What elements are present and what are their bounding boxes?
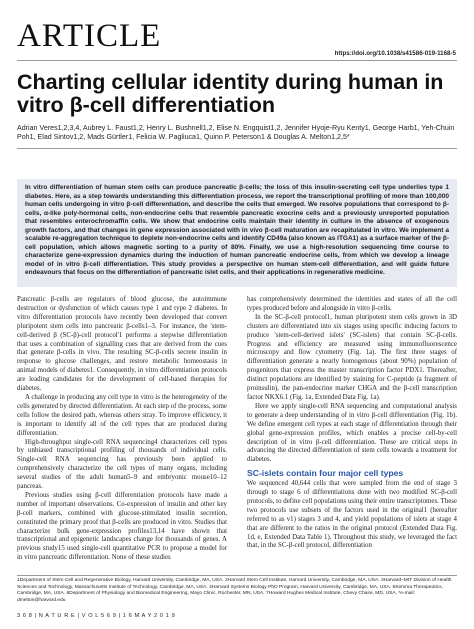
body-paragraph: Here we apply single-cell RNA sequencing and computational analysis to generate a deep understanding of in vitro β-cell differentiation (Fig. 1b). We define emergent cell types at each stage of differentiation through their global gene-expression profiles, which enables a precise cell-by-cell description of in vitro β-cell differentiation. These are critical steps in advancing the directed differentiation of stem cells towards a treatment for diabetes. <box>247 402 457 464</box>
body-paragraph: Previous studies using β-cell differentiation protocols have made a number of important observations. Co-expression of insulin and other key β-cell markers, combined with glucose-stimulated insulin secretion, constituted the primary proof that β-cells are produced in vitro. Studies that characterize bulk gene-expression profiles13,14 have shown that transcriptional and epigenetic landscapes change for thousands of genes. A previous study15 used single-cell quantitative PCR to propose a model for in vitro pancreatic differentiation. None of these studies <box>17 491 227 562</box>
author-divider <box>17 148 457 149</box>
section-heading: SC-islets contain four major cell types <box>247 468 404 479</box>
footnote-divider <box>17 575 457 576</box>
header-divider <box>17 60 457 61</box>
body-paragraph: We sequenced 40,644 cells that were sampled from the end of stage 3 through to stage 6 of differentiations done with two modified SC-β-cell protocols, to define cell populations using their entire transcriptomes. These two protocols use subsets of the factors used in the original1 (hereafter referred to as v1) stages 3 and 4, and yield populations of islets at stage 4 that are different to the ratios in the original protocol (Extended Data Fig. 1d, e, Extended Data Table 1). Throughout this study, we leveraged the fact that, in the SC-β-cell protocol, differentiation <box>247 480 457 550</box>
page-footer: 3 6 8 | N A T U R E | V O L 5 6 9 | 1 6 M A Y 2 0 1 9 <box>17 613 176 619</box>
body-paragraph: High-throughput single-cell RNA sequencing4 characterizes cell types by unbiased transcriptional profiling of thousands of individual cells. Single-cell RNA sequencing has previously been applied to comprehensively characterize the cell types of many organs, including several studies of the adult human5–9 and embryonic mouse10–12 pancreas. <box>17 438 227 491</box>
body-column-left <box>17 296 227 563</box>
body-paragraph: A challenge in producing any cell type in vitro is the heterogeneity of the cells generated by directed differentiation. At each step of the process, some cells follow the desired path, whereas others stray. To improve efficiency, it is important to identify all of the cell types that are produced during differentiation. <box>17 393 227 437</box>
body-paragraph: In the SC-β-cell protocol1, human pluripotent stem cells grown in 3D clusters are differentiated into six stages using specific inducing factors to produce 'stem-cell-derived islets' (SC-islets) that contain SC-β-cells. Progress and efficiency are measured using immunofluorescence microscopy and flow cytometry (Fig. 1a). The first three stages of differentiation generate a nearly homogenous (about 90%) population of progenitors that express the master transcription factor PDX1. Thereafter, distinct populations are identified by staining for C-peptide (a fragment of proinsulin), the pan-endocrine marker CHGA and the β-cell transcription factor NKX6.1 (Fig. 1a, Extended Data Fig. 1a). <box>247 313 457 401</box>
journal-header <box>0 0 474 60</box>
doi-link[interactable]: https://doi.org/10.1038/s41586-019-1168-5 <box>334 50 456 57</box>
body-paragraph: Pancreatic β-cells are regulators of blood glucose, the autoimmune destruction or dysfunction of which causes type 1 and type 2 diabetes. In vitro differentiation protocols have recently been developed that convert pluripotent stem cells into pancreatic β-cells1–3. For instance, the 'stem-cell-derived β (SC-β)-cell protocol'1 performs a stepwise differentiation that uses a combination of signalling cues that are derived from the cues that generate β-cells in vivo. The resulting SC-β-cells secrete insulin in response to glucose challenges, and restore metabolic homeostasis in animal models of diabetes1. Consequently, in vitro differentiation protocols are leading candidates for the development of cell-based therapies for diabetes. <box>17 296 227 393</box>
article-type-label: ARTICLE <box>17 18 162 54</box>
paper-title: Charting cellular identity during human in vitro β-cell differentiation <box>17 70 444 117</box>
author-list: Adrian Veres1,2,3,4, Aubrey L. Faust1,2, Henry L. Bushnell1,2, Elise N. Engquist1,2, Jennifer Hyoje-Ryu Kenty1, George Harb1, Yeh-Chuin Poh1, Elad Sintov1,2, Mads Gürtler1, Felicia W. Pagliuca1, Quinn P. Peterson1 & Douglas A. Melton1,2,5* <box>17 124 455 142</box>
body-column-right <box>247 296 457 551</box>
body-paragraph: has comprehensively determined the identities and states of all the cell types produced before and alongside in vitro β-cells. <box>247 296 457 312</box>
abstract-box <box>17 179 457 287</box>
abstract-text: In vitro differentiation of human stem cells can produce pancreatic β-cells; the loss of this insulin-secreting cell type underlies type 1 diabetes. Here, as a step towards understanding this differentiation process, we report the transcriptional profiling of more than 100,000 human cells undergoing in vitro β-cell differentiation, and describe the cells that emerged. We resolve populations that correspond to β-cells, α-like poly-hormonal cells, non-endocrine cells that resemble pancreatic exocrine cells and a previously unreported population that resembles enterochromaffin cells. We show that endocrine cells maintain their identity in culture in the absence of exogenous growth factors, and that changes in gene expression associated with in vivo β-cell maturation are recapitulated in vitro. We implement a scalable re-aggregation technique to deplete non-endocrine cells and identify CD49a (also known as ITGA1) as a surface marker of the β-cell population, which allows magnetic sorting to a purity of 80%. Finally, we use a high-resolution sequencing time course to characterize gene-expression dynamics during the induction of human pancreatic endocrine cells, from which we develop a lineage model of in vitro β-cell differentiation. This study provides a perspective on human stem-cell differentiation, and will guide future endeavours that focus on the differentiation of pancreatic islet cells, and their applications in regenerative medicine. <box>25 184 449 276</box>
affiliations-footnote: 1Department of Stem Cell and Regenerative Biology, Harvard University, Cambridge, MA, USA. 2Harvard Stem Cell Institute, Harvard University, Cambridge, MA, USA. 3Harvard–MIT Division of Health Sciences and Technology, Massachusetts Institute of Technology, Cambridge, MA, USA. 4Harvard Systems Biology PhD Program, Harvard University, Cambridge, MA, USA. 5Semma Therapeutics, Cambridge, MA, USA. 6Department of Physiology and Biomedical Engineering, Mayo Clinic, Rochester, MN, USA. 7Howard Hughes Medical Institute, Chevy Chase, MD, USA. *e-mail: dmelton@harvard.edu <box>17 578 452 603</box>
